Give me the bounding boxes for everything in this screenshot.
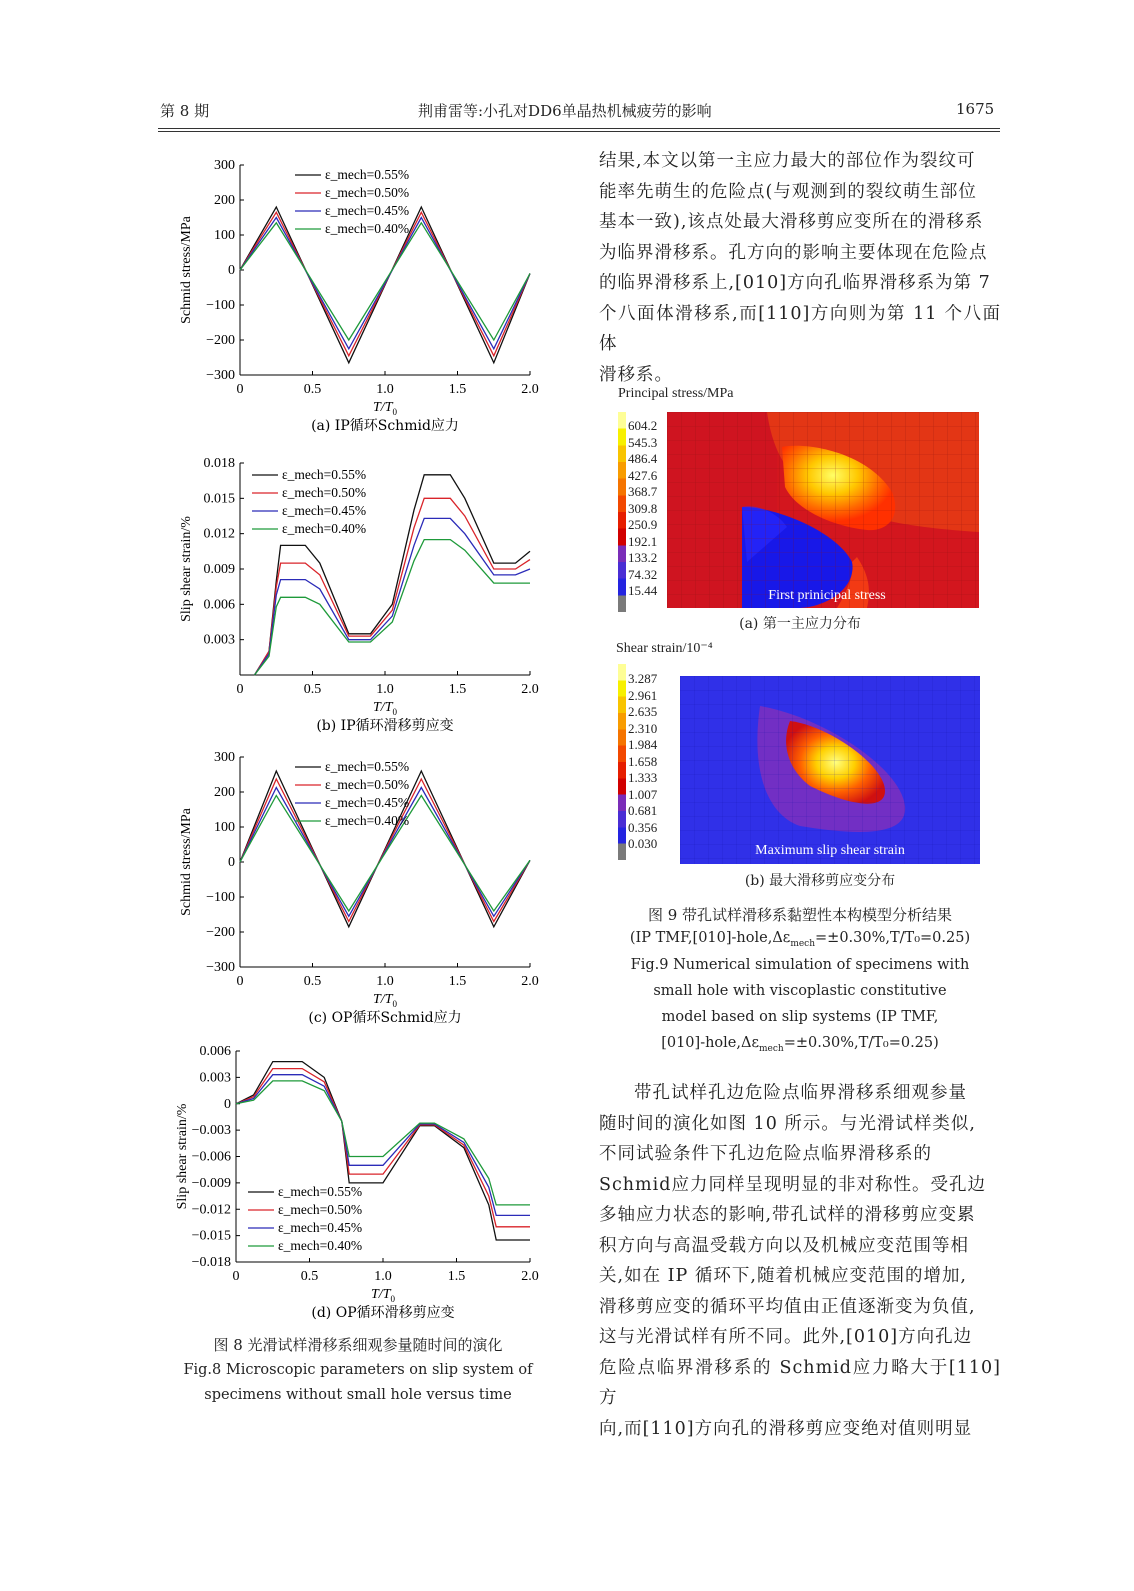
x-axis-label-text: T/T <box>373 992 393 1007</box>
y-tick-label: −300 <box>206 960 235 975</box>
legend-entry: ε_mech=0.55% <box>282 467 367 482</box>
x-tick-label: 1.0 <box>376 382 394 397</box>
x-tick-label: 0.5 <box>303 682 322 697</box>
y-tick-label: −200 <box>206 925 235 940</box>
y-axis-label: Slip shear strain/% <box>179 516 194 622</box>
chart-caption: (a) IP循环Schmid应力 <box>311 418 459 434</box>
text-line: 随时间的演化如图 10 所示。与光滑试样类似, <box>599 1113 976 1134</box>
y-tick-label: 0.003 <box>199 1070 231 1086</box>
legend-value: 486.4 <box>628 451 658 466</box>
y-tick-label: −300 <box>206 368 235 383</box>
color-legend-labels <box>628 671 657 853</box>
y-tick-label: 300 <box>214 750 235 765</box>
x-tick-label: 1.5 <box>447 1269 466 1284</box>
text-line: 基本一致),该点处最大滑移剪应变所在的滑移系 <box>599 212 984 232</box>
y-axis-label: Schmid stress/MPa <box>179 808 194 916</box>
fig8-caption-cn: 图 8 光滑试样滑移系细观参量随时间的演化 <box>213 1336 503 1354</box>
x-axis-label-sub: 0 <box>392 999 397 1009</box>
legend-value: 545.3 <box>628 434 658 450</box>
x-axis-label <box>371 1287 395 1304</box>
legend-entry: ε_mech=0.50% <box>325 777 410 792</box>
legend-value: 0.356 <box>628 819 658 835</box>
x-tick-label: 1.0 <box>376 974 394 989</box>
legend-value: 368.7 <box>628 484 658 499</box>
legend-entry: ε_mech=0.40% <box>325 221 410 236</box>
x-tick-label: 0 <box>236 974 244 989</box>
text-line: 向,而[110]方向孔的滑移剪应变绝对值则明显 <box>599 1418 973 1439</box>
text-line: 能率先萌生的危险点(与观测到的裂纹萌生部位 <box>599 181 977 202</box>
legend-value: 2.961 <box>628 687 658 703</box>
text-line: 滑移剪应变的循环平均值由正值逐渐变为负值, <box>599 1296 976 1317</box>
x-axis-label-sub: 0 <box>392 407 397 417</box>
legend-value: 250.9 <box>628 517 658 532</box>
legend-entry: ε_mech=0.40% <box>278 1238 363 1253</box>
fig9b-caption: (b) 最大滑移剪应变分布 <box>744 873 896 889</box>
chart-caption: (d) OP循环滑移剪应变 <box>311 1305 455 1321</box>
legend-entry: ε_mech=0.40% <box>282 521 367 536</box>
x-axis-label <box>373 400 397 417</box>
legend-value: 1.984 <box>628 737 658 752</box>
y-tick-label: −0.018 <box>191 1255 231 1270</box>
contour-label: First prinicipal stress <box>768 588 886 603</box>
legend-value: 427.6 <box>628 467 658 483</box>
chart-caption: (c) OP循环Schmid应力 <box>308 1010 462 1026</box>
caption-text: =±0.30%,T/T₀=0.25) <box>783 1035 939 1051</box>
chart-caption: (b) IP循环滑移剪应变 <box>316 718 454 734</box>
x-axis-label-sub: 0 <box>392 707 397 717</box>
y-tick-label: 0 <box>228 263 235 278</box>
text-line: 多轴应力状态的影响,带孔试样的滑移剪应变累 <box>599 1205 976 1225</box>
legend-value: 2.310 <box>628 720 658 736</box>
x-tick-label: 0.5 <box>300 1269 319 1284</box>
x-tick-label: 1.0 <box>374 1269 392 1284</box>
legend-value: 3.287 <box>628 671 658 686</box>
legend-entry: ε_mech=0.55% <box>325 167 410 182</box>
color-legend-labels <box>628 418 657 600</box>
x-axis-label-text: T/T <box>373 400 393 415</box>
y-tick-label: 200 <box>214 785 235 800</box>
legend-value: 1.658 <box>628 753 658 769</box>
legend-value: 0.030 <box>628 836 658 851</box>
legend-value: 2.635 <box>628 704 658 719</box>
chart-ip-schmid-stress <box>170 150 550 435</box>
x-tick-label: 0.5 <box>303 974 322 989</box>
x-axis-label <box>373 992 397 1009</box>
body-text-top <box>599 146 1001 390</box>
legend-entry: ε_mech=0.50% <box>282 485 367 500</box>
y-axis-label: Schmid stress/MPa <box>179 216 194 324</box>
fig9-caption-en-1: Fig.9 Numerical simulation of specimens with <box>630 957 970 973</box>
x-axis-label-text: T/T <box>371 1287 391 1302</box>
legend-entry: ε_mech=0.40% <box>325 813 410 828</box>
x-axis-label-text: T/T <box>373 700 393 715</box>
text-line: 关,如在 IP 循环下,随着机械应变范围的增加, <box>599 1266 968 1286</box>
legend-value: 192.1 <box>628 533 658 549</box>
y-tick-label: 100 <box>214 228 235 243</box>
y-tick-label: 0 <box>224 1096 231 1112</box>
y-tick-label: 100 <box>214 820 235 835</box>
x-tick-label: 1.0 <box>376 682 394 697</box>
text-line: 危险点临界滑移系的 Schmid应力略大于[110]方 <box>599 1357 1001 1408</box>
fig9-caption-cn: 图 9 带孔试样滑移系黏塑性本构模型分析结果 <box>647 906 953 924</box>
header-rule <box>158 128 1000 132</box>
chart-op-slip-shear-strain <box>166 1036 550 1322</box>
fig8-caption-en-2: specimens without small hole versus time <box>204 1387 512 1403</box>
y-tick-label: −100 <box>206 298 235 313</box>
y-tick-label: 0.006 <box>203 597 235 613</box>
color-legend-bar <box>618 412 626 612</box>
x-axis-label <box>373 700 397 717</box>
page-number: 1675 <box>956 100 995 118</box>
fig8-caption-en-1: Fig.8 Microscopic parameters on slip system of <box>183 1362 533 1378</box>
legend-entry: ε_mech=0.55% <box>325 759 410 774</box>
y-tick-label: 0.018 <box>203 456 235 471</box>
fig9-panel-b <box>612 638 984 866</box>
y-axis-label: Slip shear strain/% <box>175 1103 190 1210</box>
text-line: 带孔试样孔边危险点临界滑移系细观参量 <box>634 1083 967 1103</box>
legend-value: 15.44 <box>628 583 658 598</box>
x-tick-label: 0 <box>236 382 244 397</box>
y-tick-label: 0.006 <box>199 1044 231 1059</box>
chart-ip-slip-shear-strain <box>170 448 550 735</box>
legend-value: 1.333 <box>628 770 658 785</box>
color-legend-bar <box>618 664 626 860</box>
x-tick-label: 1.5 <box>448 382 467 397</box>
text-line: 不同试验条件下孔边危险点临界滑移系的 <box>599 1144 932 1164</box>
y-tick-label: 0.009 <box>203 562 235 577</box>
running-header-issue: 第 8 期 <box>160 102 210 120</box>
x-tick-label: 2.0 <box>521 382 539 397</box>
x-tick-label: 0 <box>236 682 244 697</box>
chart-op-schmid-stress <box>170 742 550 1027</box>
y-tick-label: 0 <box>228 855 235 870</box>
y-tick-label: −0.006 <box>191 1149 231 1165</box>
caption-text: =±0.30%,T/T₀=0.25) <box>815 930 971 946</box>
caption-sub: mech <box>758 1043 784 1054</box>
y-tick-label: 0.003 <box>203 632 235 648</box>
text-line: 的临界滑移系上,[010]方向孔临界滑移系为第 7 <box>599 273 991 293</box>
fig9-caption-en-4 <box>600 1035 1000 1054</box>
y-tick-label: 0.012 <box>203 526 235 542</box>
legend-entry: ε_mech=0.45% <box>325 795 410 810</box>
y-tick-label: −0.009 <box>191 1175 231 1191</box>
legend-title: Shear strain/10⁻⁴ <box>616 641 713 656</box>
body-text-bottom <box>599 1078 1001 1444</box>
fig9-panel-a <box>612 382 984 634</box>
y-tick-label: −0.003 <box>191 1123 231 1139</box>
legend-entry: ε_mech=0.45% <box>278 1220 363 1235</box>
y-tick-label: 0.015 <box>203 491 235 507</box>
legend-value: 1.007 <box>628 786 658 802</box>
legend-entry: ε_mech=0.45% <box>282 503 367 518</box>
text-line: 滑移系。 <box>599 364 673 385</box>
text-line: 结果,本文以第一主应力最大的部位作为裂纹可 <box>599 151 976 171</box>
fig9a-caption: (a) 第一主应力分布 <box>739 616 861 632</box>
text-line: Schmid应力同样呈现明显的非对称性。受孔边 <box>599 1174 986 1195</box>
x-tick-label: 1.5 <box>448 682 467 697</box>
y-tick-label: −200 <box>206 333 235 348</box>
legend-title: Principal stress/MPa <box>618 386 734 401</box>
running-header-title: 荆甫雷等:小孔对DD6单晶热机械疲劳的影响 <box>418 102 712 120</box>
text-line: 为临界滑移系。孔方向的影响主要体现在危险点 <box>599 242 988 263</box>
x-tick-label: 2.0 <box>521 974 539 989</box>
series-line <box>240 223 530 340</box>
contour-plot-slip-shear-strain <box>680 676 980 864</box>
legend-entry: ε_mech=0.55% <box>278 1184 363 1199</box>
x-tick-label: 2.0 <box>521 682 539 697</box>
x-tick-label: 0 <box>232 1269 240 1284</box>
legend-entry: ε_mech=0.45% <box>325 203 410 218</box>
text-line: 这与光滑试样有所不同。此外,[010]方向孔边 <box>599 1327 973 1347</box>
text-line: 积方向与高温受载方向以及机械应变范围等相 <box>599 1235 969 1256</box>
y-tick-label: 200 <box>214 193 235 208</box>
legend-entry: ε_mech=0.50% <box>278 1202 363 1217</box>
caption-sub: mech <box>790 938 816 949</box>
legend-value: 74.32 <box>628 566 658 582</box>
x-axis-label-sub: 0 <box>390 1294 395 1304</box>
y-tick-label: −0.015 <box>191 1228 231 1244</box>
text-line: 个八面体滑移系,而[110]方向则为第 11 个八面体 <box>599 303 1001 354</box>
legend-value: 133.2 <box>628 550 658 565</box>
legend-value: 0.681 <box>628 803 658 818</box>
legend-value: 309.8 <box>628 500 658 516</box>
x-tick-label: 0.5 <box>303 382 322 397</box>
y-tick-label: 300 <box>214 158 235 173</box>
contour-label: Maximum slip shear strain <box>755 843 905 858</box>
fig9-caption-en-3: model based on slip systems (IP TMF, <box>661 1009 939 1025</box>
caption-text: (IP TMF,[010]-hole,Δε <box>629 930 791 946</box>
fig9-caption-cn-2 <box>600 930 1000 949</box>
fig9-caption-en-2: small hole with viscoplastic constitutive <box>653 983 947 999</box>
x-tick-label: 2.0 <box>521 1269 539 1284</box>
legend-value: 604.2 <box>628 418 658 433</box>
contour-plot-principal-stress <box>667 412 979 608</box>
caption-text: [010]-hole,Δε <box>661 1035 759 1051</box>
y-tick-label: −100 <box>206 890 235 905</box>
legend-entry: ε_mech=0.50% <box>325 185 410 200</box>
x-tick-label: 1.5 <box>448 974 467 989</box>
y-tick-label: −0.012 <box>191 1202 231 1218</box>
